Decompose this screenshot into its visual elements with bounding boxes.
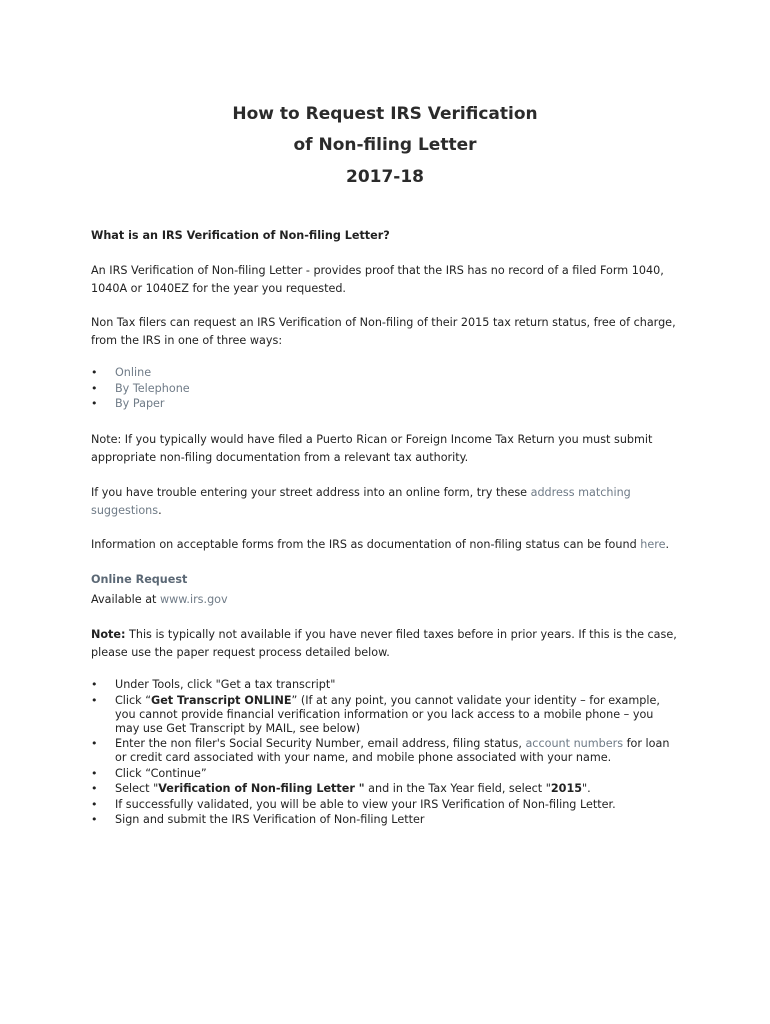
list-item: [91, 694, 681, 736]
address-matching-link[interactable]: address matching suggestions: [91, 486, 631, 517]
telephone-link[interactable]: By Telephone: [115, 381, 190, 395]
puerto-rico-note: Note: If you typically would have filed a Puerto Rican or Foreign Income Tax Return you must submit appropriate non-filing documentation from a relevant tax authority.: [91, 433, 653, 464]
intro-paragraph: An IRS Verification of Non-filing Letter - provides proof that the IRS has no record of a filed Form 1040, 1040A or 1040EZ for the year you requested.: [91, 264, 664, 295]
info-text: Information on acceptable forms from the IRS as documentation of non-filing status can be found: [91, 538, 641, 551]
list-item: [91, 813, 681, 827]
title-line-1: How to Request IRS Verification: [232, 104, 538, 124]
title-year: 2017-18: [345, 167, 425, 187]
step-3-text: Enter the non filer's Social Security Number, email address, filing status,: [115, 737, 526, 750]
note-label: Note:: [91, 628, 126, 641]
account-numbers-link[interactable]: account numbers: [525, 737, 624, 750]
list-item[interactable]: [91, 365, 681, 381]
ways-paragraph: Non Tax filers can request an IRS Verification of Non-filing of their 2015 tax return status, free of charge, from the IRS in one of three ways:: [91, 316, 676, 347]
list-item[interactable]: [91, 381, 681, 397]
online-steps-list: [91, 678, 681, 829]
available-text: Available at: [91, 593, 160, 606]
step-5-end: ".: [582, 782, 591, 795]
step-6: If successfully validated, you will be able to view your IRS Verification of Non-filing Letter.: [115, 797, 616, 811]
available-line: [91, 591, 681, 609]
verification-letter-label: Verification of Non-filing Letter ": [158, 782, 365, 795]
irs-website-link[interactable]: www.irs.gov: [160, 593, 228, 606]
here-link[interactable]: here: [640, 538, 666, 551]
online-request-heading: Online Request: [91, 573, 188, 586]
list-item: [91, 737, 681, 765]
online-note: [91, 626, 681, 661]
step-2-details: ” (If at any point, you cannot validate your identity – for example, you cannot provide financial verification information or you lack access to a mobile phone – you may use Get Transcript by MAIL, see below): [115, 693, 660, 735]
step-7: Sign and submit the IRS Verification of Non-filing Letter: [115, 813, 425, 826]
address-text: If you have trouble entering your street address into an online form, try these: [91, 486, 531, 499]
tax-year-value: 2015: [550, 782, 583, 795]
list-item[interactable]: [91, 396, 681, 412]
step-4: Click “Continue”: [115, 766, 207, 780]
step-5-text: Select ": [115, 782, 159, 795]
list-item: [91, 767, 681, 781]
note-text: This is typically not available if you have never filed taxes before in prior years. If this is the case, please use the paper request process detailed below.: [91, 628, 677, 659]
step-3-details: for loan or credit card associated with your name, and mobile phone associated with your name.: [115, 737, 670, 764]
list-item: [91, 678, 681, 692]
intro-heading: What is an IRS Verification of Non-filing Letter?: [91, 229, 390, 242]
info-text-end: .: [665, 538, 670, 551]
address-paragraph: [91, 484, 681, 519]
ways-list: [91, 365, 681, 412]
title-line-2: of Non-filing Letter: [293, 135, 477, 155]
list-item: [91, 782, 681, 796]
get-transcript-online-label: Get Transcript ONLINE: [151, 693, 292, 707]
info-paragraph: [91, 536, 681, 554]
paper-link[interactable]: By Paper: [115, 397, 165, 410]
online-link[interactable]: Online: [115, 366, 152, 379]
address-text-end: .: [158, 503, 162, 517]
step-1: Under Tools, click "Get a tax transcript": [115, 678, 336, 691]
list-item: [91, 798, 681, 812]
step-2-text: Click “: [115, 693, 152, 707]
step-5-mid: and in the Tax Year field, select ": [364, 782, 551, 795]
